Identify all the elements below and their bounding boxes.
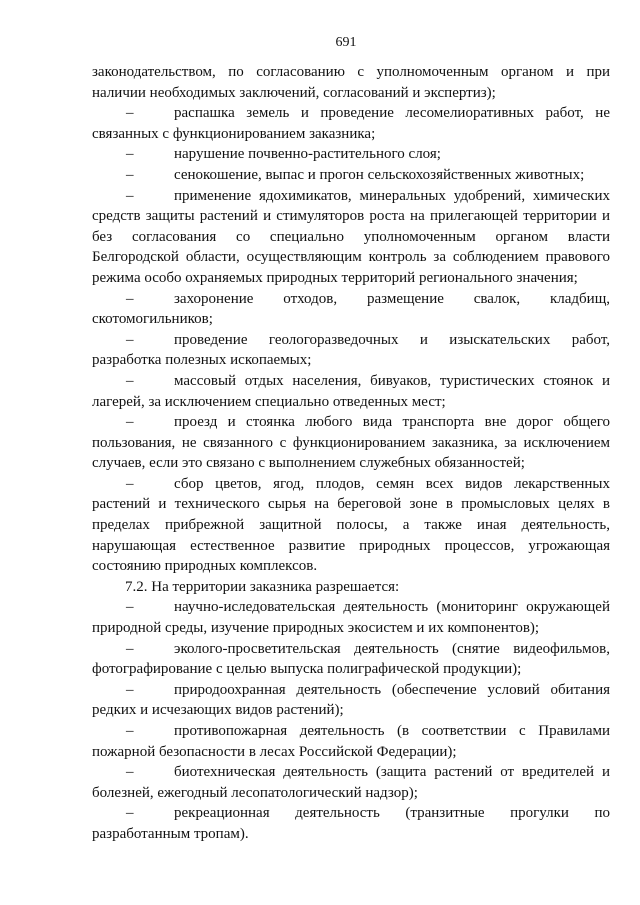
dash-bullet: – — [126, 166, 134, 183]
text-line — [92, 577, 610, 598]
text-line — [92, 124, 610, 145]
dash-bullet: – — [126, 805, 134, 822]
dash-bullet: – — [126, 146, 134, 163]
line-text: разработанным тропам). — [92, 825, 249, 842]
line-text: проезд и стоянка любого вида транспорта вне дорог общего — [174, 414, 610, 431]
dash-bullet: – — [126, 640, 134, 657]
list-item-line — [92, 680, 610, 701]
line-text: средств защиты растений и стимуляторов роста на прилегающей территории и — [92, 208, 610, 225]
dash-bullet: – — [126, 681, 134, 698]
text-line — [92, 433, 610, 454]
list-item-line — [92, 289, 610, 310]
line-text: растений и технического сырья на береговой зоне в промысловых целях в — [92, 496, 610, 513]
line-text: пожарной безопасности в лесах Российской Федерации); — [92, 743, 457, 760]
line-text: без согласования со специально уполномоченным органом власти — [92, 228, 610, 245]
text-line — [92, 247, 610, 268]
list-item-line — [92, 721, 610, 742]
line-text: разработка полезных ископаемых; — [92, 352, 312, 369]
list-item-line — [92, 103, 610, 124]
line-text: распашка земель и проведение лесомелиоративных работ, не — [174, 105, 610, 122]
list-item-line — [92, 371, 610, 392]
dash-bullet: – — [126, 723, 134, 739]
line-text: скотомогильников; — [92, 311, 213, 328]
text-line — [92, 62, 610, 83]
dash-bullet: – — [126, 290, 134, 307]
list-item-line — [92, 412, 610, 433]
text-line — [92, 783, 610, 804]
line-text: эколого-просветительская деятельность (снятие видеофильмов, — [174, 640, 610, 657]
line-text: болезней, ежегодный лесопатологический надзор); — [92, 784, 418, 801]
line-text: биотехническая деятельность (защита растений от вредителей и — [174, 764, 610, 781]
line-text: нарушающая естественное развитие природных процессов, угрожающая — [92, 537, 610, 554]
dash-bullet: – — [126, 187, 134, 204]
page-number: 691 — [335, 35, 357, 50]
list-item-line — [92, 165, 610, 186]
line-text: природоохранная деятельность (обеспечение условий обитания — [174, 681, 610, 698]
text-line — [92, 556, 610, 577]
dash-bullet: – — [126, 372, 134, 389]
line-text: Белгородской области, осуществляющим контроль за соблюдением правового — [92, 249, 610, 266]
line-text: режима особо охраняемых природных территорий регионального значения; — [92, 269, 578, 286]
text-line — [92, 350, 610, 371]
line-text: 7.2. На территории заказника разрешается: — [125, 578, 400, 595]
line-text: массовый отдых населения, бивуаков, туристических стоянок и — [174, 372, 610, 389]
document-body — [92, 62, 610, 845]
line-text: сенокошение, выпас и прогон сельскохозяйственных животных; — [174, 166, 585, 183]
text-line — [92, 206, 610, 227]
list-item-line — [92, 186, 610, 207]
dash-bullet: – — [126, 764, 134, 781]
dash-bullet: – — [126, 599, 134, 616]
text-line — [92, 83, 610, 104]
line-text: наличии необходимых заключений, согласований и экспертиз); — [92, 84, 496, 101]
text-line — [92, 618, 610, 639]
list-item-line — [92, 597, 610, 618]
line-text: противопожарная деятельность (в соответствии с Правилами — [174, 723, 610, 739]
text-line — [92, 536, 610, 557]
line-text: связанных с функционированием заказника; — [92, 125, 376, 142]
dash-bullet: – — [126, 475, 134, 492]
text-line — [92, 268, 610, 289]
text-line — [92, 824, 610, 845]
line-text: применение ядохимикатов, минеральных удобрений, химических — [174, 187, 610, 204]
dash-bullet: – — [126, 331, 134, 348]
list-item-line — [92, 803, 610, 824]
line-text: сбор цветов, ягод, плодов, семян всех видов лекарственных — [174, 475, 610, 492]
dash-bullet: – — [126, 414, 134, 431]
line-text: захоронение отходов, размещение свалок, кладбищ, — [174, 290, 610, 307]
line-text: редких и исчезающих видов растений); — [92, 702, 344, 719]
line-text: законодательством, по согласованию с уполномоченным органом и при — [92, 64, 610, 80]
text-line — [92, 700, 610, 721]
list-item-line — [92, 762, 610, 783]
text-line — [92, 494, 610, 515]
text-line — [92, 392, 610, 413]
list-item-line — [92, 144, 610, 165]
line-text: проведение геологоразведочных и изыскательских работ, — [174, 331, 610, 348]
line-text: случаев, если это связано с выполнением служебных обязанностей; — [92, 455, 525, 472]
text-line — [92, 309, 610, 330]
line-text: природной среды, изучение природных экосистем и их компонентов); — [92, 620, 540, 637]
line-text: научно-иследовательская деятельность (мониторинг окружающей — [174, 599, 610, 616]
line-text: лагерей, за исключением специально отведенных мест; — [92, 393, 446, 410]
text-line — [92, 453, 610, 474]
line-text: рекреационная деятельность (транзитные прогулки по — [174, 805, 610, 822]
line-text: нарушение почвенно-растительного слоя; — [174, 146, 441, 163]
text-line — [92, 515, 610, 536]
line-text: пользования, не связанного с функционированием заказника, за исключением — [92, 434, 610, 451]
list-item-line — [92, 330, 610, 351]
line-text: фотографирование с целью выпуска полиграфической продукции); — [92, 661, 522, 678]
list-item-line — [92, 474, 610, 495]
text-line — [92, 659, 610, 680]
text-line — [92, 227, 610, 248]
text-line — [92, 742, 610, 763]
line-text: пределах прибрежной защитной полосы, а также иная деятельность, — [92, 517, 610, 534]
line-text: состоянию природных комплексов. — [92, 558, 318, 575]
dash-bullet: – — [126, 105, 134, 122]
list-item-line — [92, 639, 610, 660]
